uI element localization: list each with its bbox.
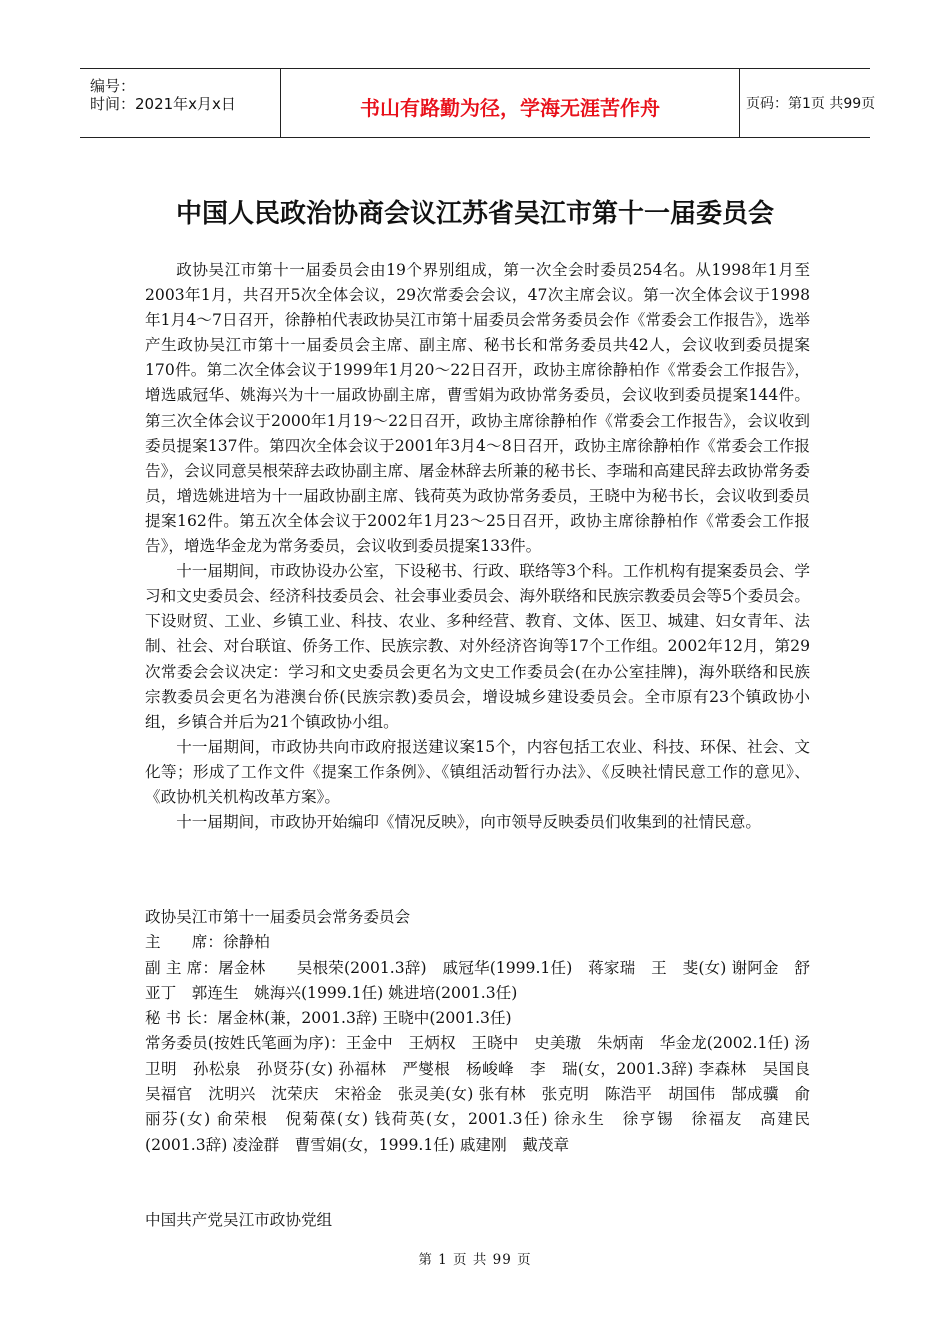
paragraph: 政协吴江市第十一届委员会由19个界别组成，第一次全会时委员254名。从1998年1月至2003年1月，共召开5次全体会议，29次常委会会议，47次主席会议。第一次全体会议于1998年1月4～7日召开，徐静柏代表政协吴江市第十届委员会常务委员会作《常委会工作报告》，选举产生政协吴江市第十一届委员会主席、副主席、秘书长和常务委员共42人，会议收到委员提案170件。第二次全体会议于1999年1月20～22日召开，政协主席徐静柏作《常委会工作报告》，增选戚冠华、姚海兴为十一届政协副主席，曹雪娟为政协常务委员，会议收到委员提案144件。第三次全体会议于2000年1月19～22日召开，政协主席徐静柏作《常委会工作报告》，会议收到委员提案137件。第四次全体会议于2001年3月4～8日召开，政协主席徐静柏作《常委会工作报告》，会议同意吴根荣辞去政协副主席、屠金林辞去所兼的秘书长、李瑞和高建民辞去政协常务委员，增选姚进培为十一届政协副主席、钱荷英为政协常务委员，王晓中为秘书长，会议收到委员提案162件。第五次全体会议于2002年1月23～25日召开，政协主席徐静柏作《常委会工作报告》，增选华金龙为常务委员，会议收到委员提案133件。 <box>145 261 810 556</box>
header-page-cell <box>738 69 876 137</box>
header-left-cell <box>80 69 280 137</box>
header-table <box>80 68 876 138</box>
roster-vice-chairmen: 副 主 席：屠金林 吴根荣(2001.3辞) 戚冠华(1999.1任) 蒋家瑞 王 斐(女) 谢阿金 舒亚丁 郭连生 姚海兴(1999.1任) 姚进培(2001.3任) <box>145 958 810 1002</box>
document-title: 中国人民政治协商会议江苏省吴江市第十一届委员会 <box>175 199 774 229</box>
paragraph: 十一届期间，市政协开始编印《情况反映》，向市领导反映委员们收集到的社情民意。 <box>176 813 761 832</box>
document-body <box>145 258 810 835</box>
standing-committee-roster <box>145 905 826 1158</box>
page-info: 页码：第1页 共99页 <box>746 96 876 112</box>
roster-heading: 政协吴江市第十一届委员会常务委员会 <box>145 908 411 926</box>
roster-standing-members: 常务委员(按姓氏笔画为序)：王金中 王炳权 王晓中 史美璈 朱炳南 华金龙(2002.1任) 汤卫明 孙松泉 孙贤芬(女) 孙福林 严燮根 杨峻峰 李 瑞(女，2001.3辞) 李森林 吴国良 吴福官 沈明兴 沈荣庆 宋裕金 张灵美(女) 张有林 张克明 陈浩平 胡国伟 郜成骥 俞丽芬(女) 俞荣根 倪菊葆(女) 钱荷英(女，2001.3任) 徐永生 徐亨锡 徐福友 高建民(2001.3辞) 凌淦群 曹雪娟(女，1999.1任) 戚建刚 戴茂章 <box>145 1034 826 1154</box>
document-number-label: 编号： <box>90 77 136 95</box>
header-motto-cell <box>280 69 740 137</box>
paragraph: 十一届期间，市政协设办公室，下设秘书、行政、联络等3个科。工作机构有提案委员会、学习和文史委员会、经济科技委员会、社会事业委员会、海外联络和民族宗教委员会等5个委员会。下设财贸、工业、乡镇工业、科技、农业、多种经营、教育、文体、医卫、城建、妇女青年、法制、社会、对台联谊、侨务工作、民族宗教、对外经济咨询等17个工作组。2002年12月，第29次常委会会议决定：学习和文史委员会更名为文史工作委员会(在办公室挂牌)，海外联络和民族宗教委员会更名为港澳台侨(民族宗教)委员会，增设城乡建设委员会。全市原有23个镇政协小组，乡镇合并后为21个镇政协小组。 <box>145 562 810 731</box>
roster-chairman: 主 席：徐静柏 <box>145 933 270 952</box>
motto-text: 书山有路勤为径，学海无涯苦作舟 <box>360 96 660 120</box>
document-time-label: 时间：2021年x月x日 <box>90 95 236 113</box>
party-group-heading: 中国共产党吴江市政协党组 <box>145 1211 333 1229</box>
paragraph: 十一届期间，市政协共向市政府报送建议案15个，内容包括工农业、科技、环保、社会、文化等；形成了工作文件《提案工作条例》、《镇组活动暂行办法》、《反映社情民意工作的意见》、《政协机关机构改革方案》。 <box>145 737 810 806</box>
roster-secretary-general: 秘 书 长：屠金林(兼，2001.3辞) 王晓中(2001.3任) <box>145 1009 512 1028</box>
page-footer: 第 1 页 共 99 页 <box>418 1252 532 1268</box>
